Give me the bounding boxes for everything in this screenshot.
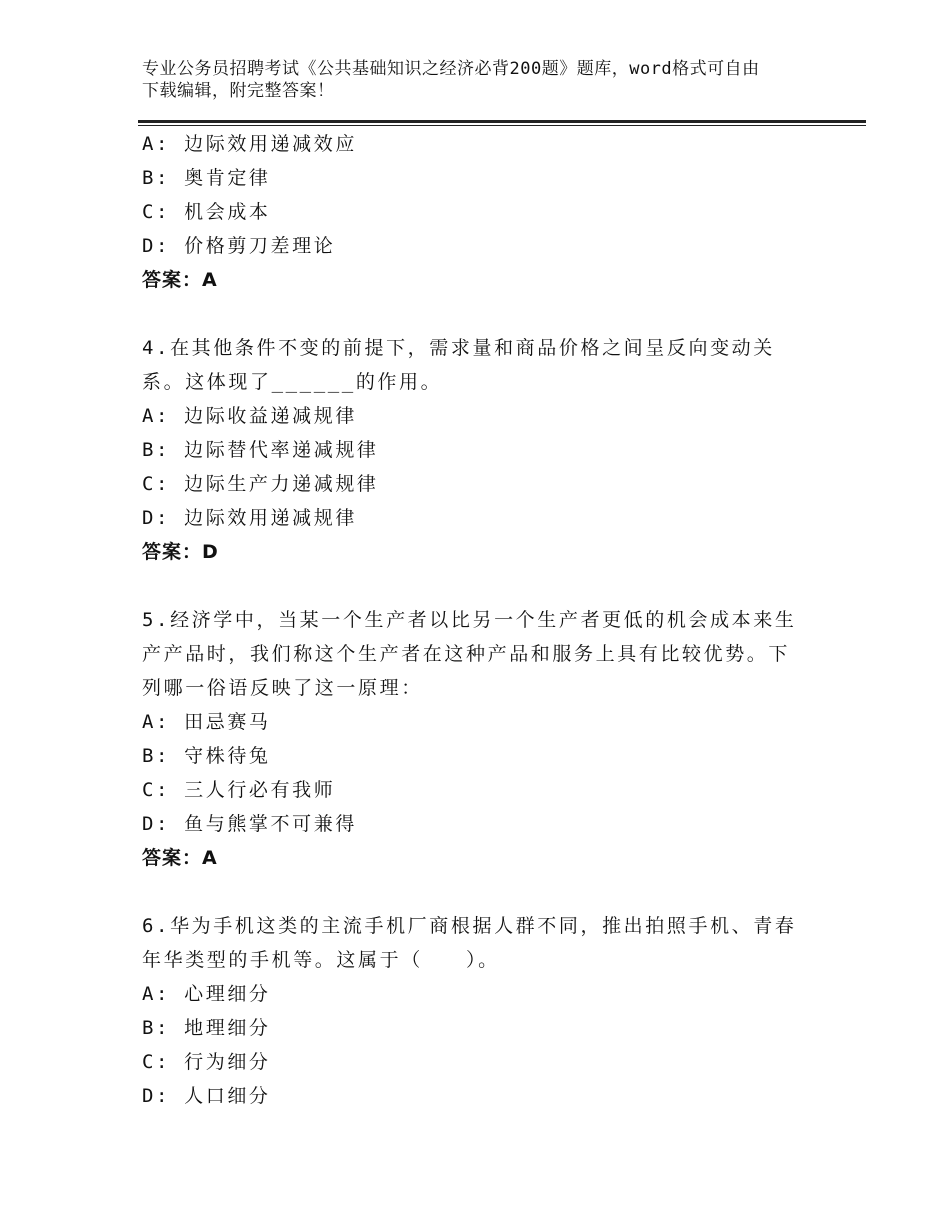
document-header <box>142 58 802 102</box>
option-c: C: 行为细分 <box>142 1051 271 1073</box>
question-text-line: 4.在其他条件不变的前提下，需求量和商品价格之间呈反向变动关 <box>142 337 775 359</box>
option-d: D: 边际效用递减规律 <box>142 507 357 529</box>
option-d: D: 人口细分 <box>142 1085 271 1107</box>
option-b: B: 边际替代率递减规律 <box>142 439 379 461</box>
question-4 <box>142 331 802 569</box>
question-6 <box>142 909 802 1113</box>
question-5 <box>142 603 802 875</box>
answer-label: 答案：A <box>142 847 218 869</box>
answer-label: 答案：A <box>142 269 218 291</box>
question-text-line: 系。这体现了______的作用。 <box>142 371 443 393</box>
header-divider-thin <box>138 125 866 126</box>
question-text-line: 6.华为手机这类的主流手机厂商根据人群不同，推出拍照手机、青春 <box>142 915 797 937</box>
option-a: A: 心理细分 <box>142 983 271 1005</box>
answer-label: 答案：D <box>142 541 219 563</box>
option-c: C: 三人行必有我师 <box>142 779 336 801</box>
header-title-line-1: 专业公务员招聘考试《公共基础知识之经济必背200题》题库，word格式可自由 <box>142 59 760 79</box>
header-title-line-2: 下载编辑，附完整答案！ <box>142 81 335 101</box>
option-a: A: 边际收益递减规律 <box>142 405 357 427</box>
question-text-line: 年华类型的手机等。这属于（ ）。 <box>142 949 500 971</box>
option-a: A: 田忌赛马 <box>142 711 271 733</box>
option-c: C: 边际生产力递减规律 <box>142 473 379 495</box>
header-divider-thick <box>138 120 866 123</box>
option-b: B: 守株待兔 <box>142 745 271 767</box>
option-d: D: 鱼与熊掌不可兼得 <box>142 813 357 835</box>
question-text-line: 列哪一俗语反映了这一原理： <box>142 677 423 699</box>
option-b: B: 奥肯定律 <box>142 167 271 189</box>
option-b: B: 地理细分 <box>142 1017 271 1039</box>
option-a: A: 边际效用递减效应 <box>142 133 357 155</box>
question-3-continued <box>142 127 802 297</box>
question-text-line: 5.经济学中，当某一个生产者以比另一个生产者更低的机会成本来生 <box>142 609 797 631</box>
option-c: C: 机会成本 <box>142 201 271 223</box>
question-list <box>142 127 802 1113</box>
question-text-line: 产产品时，我们称这个生产者在这种产品和服务上具有比较优势。下 <box>142 643 791 665</box>
option-d: D: 价格剪刀差理论 <box>142 235 336 257</box>
